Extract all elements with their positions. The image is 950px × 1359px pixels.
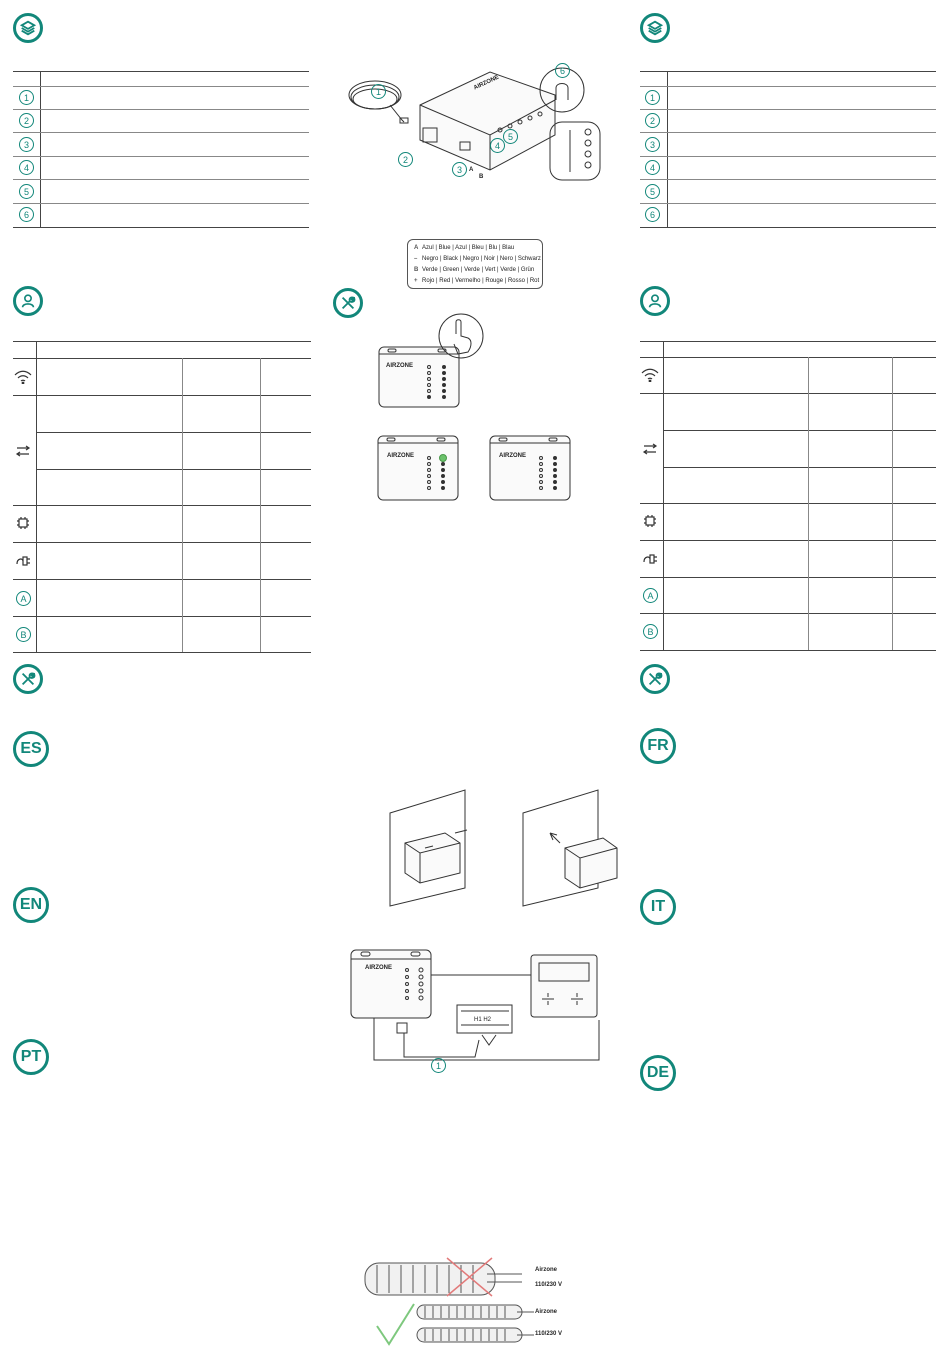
component-number: 2 — [645, 113, 660, 128]
callout-2: 2 — [398, 152, 413, 167]
power-plug-icon — [15, 552, 31, 568]
wiring-illustration — [349, 945, 601, 1070]
pin-a-marker: A — [643, 588, 658, 603]
device-led-status-off — [489, 433, 571, 503]
device-front-press — [376, 312, 486, 412]
component-number: 6 — [645, 207, 660, 222]
pin-b-marker: B — [16, 627, 31, 642]
component-number: 5 — [19, 184, 34, 199]
component-number: 4 — [645, 160, 660, 175]
cable-label-mains: 110/230 V — [535, 1282, 563, 1288]
callout-4: 4 — [490, 138, 505, 153]
legend-row: – Negro | Black | Negro | Noir | Nero | Schwarz — [414, 256, 541, 262]
lang-de-badge: DE — [640, 1055, 676, 1091]
device-brand: AIRZONE — [499, 453, 526, 459]
components-icon — [640, 13, 670, 43]
wifi-icon — [641, 368, 659, 382]
component-number: 6 — [19, 207, 34, 222]
pin-b-marker: B — [643, 624, 658, 639]
callout-1: 1 — [431, 1058, 446, 1073]
tools-icon — [333, 288, 363, 318]
lang-fr-badge: FR — [640, 728, 676, 764]
device-brand: AIRZONE — [387, 453, 414, 459]
legend-row: B Verde | Green | Verde | Vert | Verde | Grün — [414, 267, 535, 273]
component-number: 3 — [19, 137, 34, 152]
device-brand: AIRZONE — [386, 363, 413, 369]
cable-label-mains: 110/230 V — [535, 1331, 563, 1337]
lang-it-badge: IT — [640, 889, 676, 925]
callout-1: 1 — [371, 84, 386, 99]
transfer-icon — [642, 443, 658, 455]
transfer-icon — [15, 445, 31, 457]
legend-row: A Azul | Blue | Azul | Bleu | Blu | Blau — [414, 245, 515, 251]
component-number: 1 — [19, 90, 34, 105]
power-plug-icon — [642, 550, 658, 566]
wifi-icon — [14, 370, 32, 384]
cable-separation-illustration — [362, 1256, 537, 1348]
callout-5: 5 — [503, 129, 518, 144]
pin-a-label: A — [469, 167, 474, 173]
status-icon — [640, 286, 670, 316]
cable-label-airzone: Airzone — [535, 1309, 558, 1315]
status-icon — [13, 286, 43, 316]
component-number: 5 — [645, 184, 660, 199]
legend-row: + Rojo | Red | Vermelho | Rouge | Rosso | Rot — [414, 278, 540, 284]
pin-b-label: B — [479, 174, 484, 180]
component-number: 4 — [19, 160, 34, 175]
cable-label-airzone: Airzone — [535, 1267, 558, 1273]
callout-3: 3 — [452, 162, 467, 177]
lang-en-badge: EN — [13, 887, 49, 923]
component-number: 2 — [19, 113, 34, 128]
chip-icon — [16, 516, 30, 530]
pin-a-marker: A — [16, 591, 31, 606]
device-illustration — [340, 60, 610, 200]
bus-terminal-label: H1 H2 — [474, 1017, 492, 1023]
wall-mount-illustration — [385, 788, 630, 908]
components-icon — [13, 13, 43, 43]
component-number: 3 — [645, 137, 660, 152]
lang-pt-badge: PT — [13, 1039, 49, 1075]
wire-color-legend — [407, 239, 543, 289]
chip-icon — [643, 514, 657, 528]
callout-6: 6 — [555, 63, 570, 78]
component-number: 1 — [645, 90, 660, 105]
device-led-status-green — [377, 433, 459, 503]
device-brand: AIRZONE — [472, 74, 501, 92]
device-brand: AIRZONE — [365, 965, 392, 971]
tools-icon — [640, 664, 670, 694]
tools-icon — [13, 664, 43, 694]
lang-es-badge: ES — [13, 731, 49, 767]
